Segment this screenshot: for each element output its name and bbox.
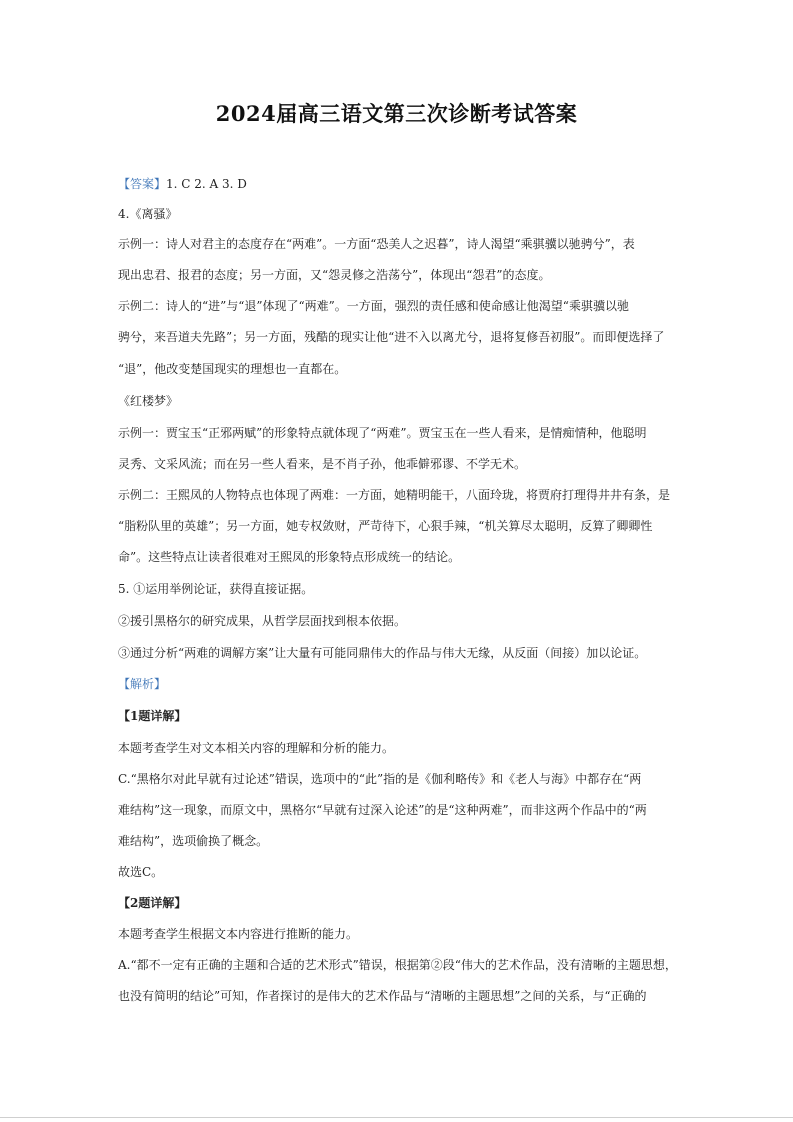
section-heading: 【2题详解】	[118, 896, 187, 910]
text-line: 灵秀、文采风流；而在另一些人看来，是不肖子孙，他乖僻邪谬、不学无术。	[118, 457, 527, 471]
text-line: 5. ①运用举例论证，获得直接证据。	[118, 582, 314, 596]
text-line: 骋兮，来吾道夫先路”；另一方面，残酷的现实让他“进不入以离尤兮，退将复修吾初服”。而即便选择了	[118, 330, 665, 344]
text-line: 也没有简明的结论”可知，作者探讨的是伟大的艺术作品与“清晰的主题思想”之间的关系，与“正确的	[118, 989, 647, 1003]
text-line: 本题考查学生对文本相关内容的理解和分析的能力。	[118, 741, 395, 755]
text-line: ②援引黑格尔的研究成果，从哲学层面找到根本依据。	[118, 614, 407, 628]
answer-tag: 【答案】	[118, 177, 167, 191]
text-line: 难结构”，选项偷换了概念。	[118, 834, 269, 848]
text-line: 示例二：诗人的“进”与“退”体现了“两难”。一方面，强烈的责任感和使命感让他渴望“乘骐骥以驰	[118, 299, 629, 313]
text-line: 本题考查学生根据文本内容进行推断的能力。	[118, 927, 359, 941]
text-line: “脂粉队里的英雄”；另一方面，她专权敛财，严苛待下，心狠手辣，“机关算尽太聪明，反算了卿卿性	[118, 519, 653, 533]
text-line: 现出忠君、报君的态度；另一方面，又“怨灵修之浩荡兮”，体现出“怨君”的态度。	[118, 268, 551, 282]
text-line: ③通过分析“两难的调解方案”让大量有可能同鼎伟大的作品与伟大无缘，从反面（间接）加以论证。	[118, 646, 647, 660]
text-line: 难结构”这一现象，而原文中，黑格尔“早就有过深入论述”的是“这种两难”，而非这两个作品中的“两	[118, 803, 647, 817]
text-line: 故选C。	[118, 865, 164, 879]
text-line: “退”，他改变楚国现实的理想也一直都在。	[118, 362, 347, 376]
text-line: 命”。这些特点让读者很难对王熙凤的形象特点形成统一的结论。	[118, 550, 461, 564]
text-line: 4.《离骚》	[118, 207, 178, 221]
section-heading: 【1题详解】	[118, 709, 187, 723]
answer-line	[118, 176, 680, 192]
text-line: 《红楼梦》	[118, 394, 179, 408]
page-title: 2024届高三语文第三次诊断考试答案	[215, 101, 578, 126]
text-line: C.“黑格尔对此早就有过论述”错误，选项中的“此”指的是《伽利略传》和《老人与海》中都存在“两	[118, 772, 642, 786]
text-line: A.“都不一定有正确的主题和合适的艺术形式”错误，根据第②段“伟大的艺术作品，没有清晰的主题思想，	[118, 958, 677, 972]
page-bottom-divider	[0, 1117, 793, 1118]
answer-text: 1. C 2. A 3. D	[166, 177, 247, 191]
analysis-tag: 【解析】	[118, 677, 167, 691]
text-line: 示例一：贾宝玉“正邪两赋”的形象特点就体现了“两难”。贾宝玉在一些人看来，是情痴情种，他聪明	[118, 426, 647, 440]
text-line: 示例一：诗人对君主的态度存在“两难”。一方面“恐美人之迟暮”，诗人渴望“乘骐骥以驰骋兮”，表	[118, 237, 635, 251]
text-line: 示例二：王熙凤的人物特点也体现了两难：一方面，她精明能干，八面玲珑，将贾府打理得井井有条，是	[118, 488, 671, 502]
